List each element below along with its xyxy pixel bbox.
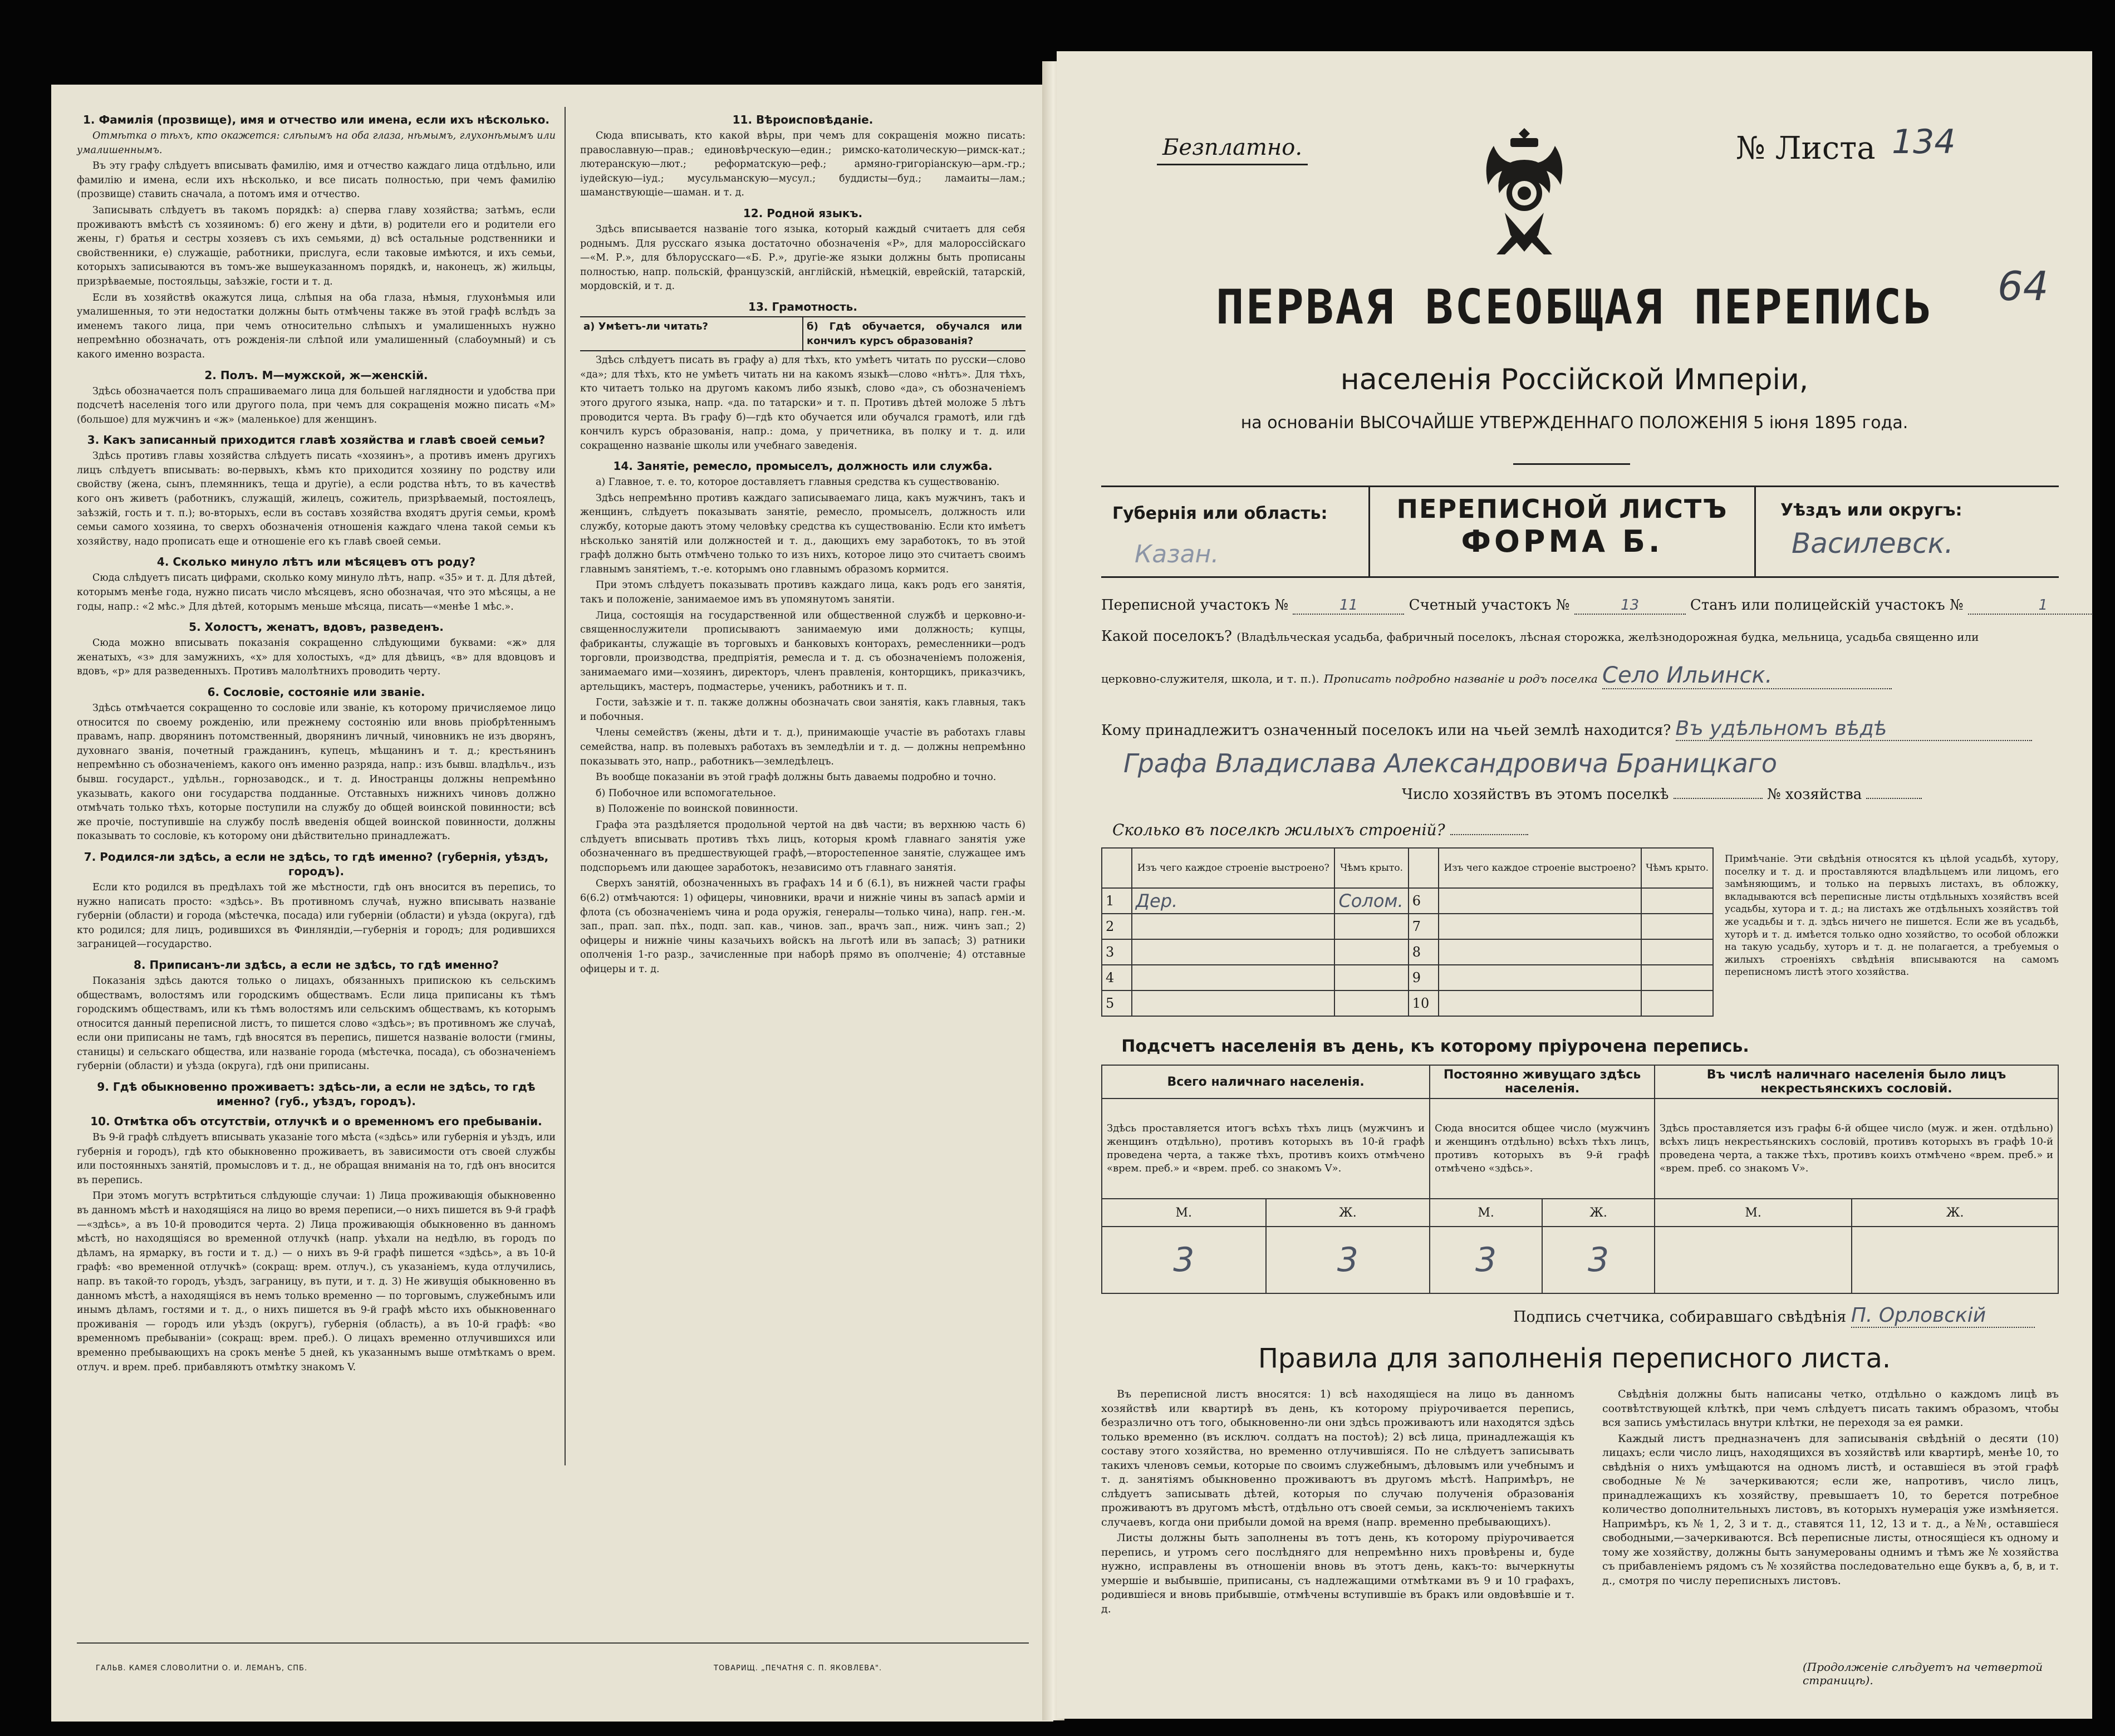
owner-label: Кому принадлежитъ означенный поселокъ или на чьей землѣ находится?: [1101, 722, 1671, 739]
rules-column-left: Въ переписной листъ вносятся: 1) всѣ находящіеся на лицо въ данномъ хозяйствѣ или квартирѣ въ день, къ которому пріурочивается перепись, безразлично отъ того, обыкновенно-ли они здѣсь проживаютъ или находятся здѣсь только временно (въ исключ. солдатъ на постоѣ); 2) всѣ лица, принадлежащія къ составу этого хозяйства, но временно отлучившіяся. По не слѣдуетъ записывать такихъ членовъ семьи, которые по своимъ служебнымъ, дѣловымъ или учебнымъ и т. д. занятіямъ обыкновенно проживаютъ въ другомъ мѣстѣ. Напримѣръ, не слѣдуетъ записывать дѣтей, которыя по случаю полученія образованія проживаютъ въ другомъ мѣстѣ, отдѣльно отъ своей семьи, за исключеніемъ такихъ случаевъ, когда они прибыли домой на время (напр. временно пребывающихъ). Листы должны быть заполнены въ тотъ день, къ которому пріурочивается перепись, и утромъ сего послѣдняго для непремѣнно нихъ провѣрены и, буде нужно, исправлены въ отношеніи вновь въ этотъ день, какъ-то: вычеркнуты умершіе и выбывшіе, приписаны, съ надлежащими отмѣтками въ 9 и 10 графахъ, родившіеся и вновь прибывшіе, отмѣчены вступившіе въ бракъ или овдовѣвшіе и т. д.: [1101, 1388, 1574, 1615]
section-paragraph: Графа эта раздѣляется продольной чертой на двѣ части; въ верхнюю часть 6) слѣдуетъ вписывать противъ тѣхъ лицъ, которыя кромѣ главнаго занятія уже обозначеннаго въ предшествующей графѣ,—второстепенное занятіе, служащее имъ подспорьемъ или дающее заработокъ, независимо отъ главнаго занятія.: [580, 819, 1025, 874]
section-paragraph: Сюда вписывать, кто какой вѣры, при чемъ для сокращенія можно писать: православную—прав.; единовѣрческую—един.; римско-католическую—римск-кат.; лютеранскую—лют.; реформатскую—реф.; армяно-григоріанскую—арм.-гр.; іудейскую—іуд.; мусульманскую—мусул.; буддисты—буд.; ламаиты—лам.; шаманствующіе—шаман. и т. д.: [580, 130, 1025, 199]
settlement-explanation-2: церковно-служителя, школа, и т. п.).: [1101, 672, 1319, 685]
buildings-table-header: [1102, 848, 1713, 888]
buildings-label: Сколько въ поселкѣ жилыхъ строеній?: [1112, 821, 1445, 839]
material-header-2: Изъ чего каждое строеніе выстроено?: [1439, 848, 1641, 888]
section-heading: 1. Фамилія (прозвище), имя и отчество или имена, если ихъ нѣсколько.: [82, 113, 550, 126]
table-row: 2 7: [1102, 914, 1713, 939]
count-table-descriptions: Здѣсь проставляется итогъ всѣхъ тѣхъ лицъ (мужчинъ и женщинъ отдѣльно), противъ которыхъ въ 10-й графѣ проведена черта, а также тѣхъ, противъ коихъ отмѣчено «врем. преб.» и «врем. преб. со знакомъ V». Сюда вносится общее число (мужчинъ и женщинъ отдѣльно) всѣхъ тѣхъ лицъ, противъ которыхъ въ 9-й графѣ отмѣчено «здѣсь». Здѣсь проставляется изъ графы 6-й общее число (муж. и жен. отдѣльно) всѣхъ лицъ некрестьянскихъ сословій, противъ которыхъ въ графѣ 10-й проведена черта, а также тѣхъ, противъ коихъ отмѣчено «врем. преб.» и «врем. преб. со знакомъ V».: [1102, 1099, 2058, 1199]
census-district-value: 11: [1293, 597, 1404, 615]
total-present-male: 3: [1102, 1227, 1266, 1293]
printer-imprint-left: ГАЛЬВ. КАМЕЯ СЛОВОЛИТНИ О. И. ЛЕМАНЪ, СПБ.: [96, 1664, 308, 1673]
settlement-value: Село Ильинск.: [1602, 663, 1892, 689]
rules-column-right: Свѣдѣнія должны быть написаны четко, отдѣльно о каждомъ лицѣ въ соотвѣтствующей клѣткѣ, при чемъ слѣдуетъ писать такимъ образомъ, чтобы вся запись умѣстилась внутри клѣтки, не переходя за ея рамки. Каждый листъ предназначенъ для записыванія свѣдѣній о десяти (10) лицахъ; если число лицъ, находящихся въ хозяйствѣ или квартирѣ, менѣе 10, то свѣдѣнія о нихъ умѣщаются на одномъ листѣ, и оставшіеся въ этой графѣ свободные №№ зачеркиваются; если же, напротивъ, число лицъ, принадлежащихъ къ хозяйству, превышаетъ 10, то берется потребное количество дополнительныхъ листовъ, въ которыхъ нумерація уже измѣняется. Напримѣръ, къ № 1, 2, 3 и т. д., ставятся 11, 12, 13 и т. д., а №№, оставшіеся свободными,—зачеркиваются. Всѣ переписные листы, относящіеся къ одному и тому же хозяйству, должны быть занумерованы однимъ и тѣмъ же № хозяйства съ прибавленіемъ рядомъ съ № хозяйства последовательно еще буквъ а, б, в, и т. д., смотря по числу переписныхъ листовъ.: [1602, 1388, 2059, 1587]
permanent-residents-header: Постоянно живущаго здѣсь населенія.: [1430, 1065, 1655, 1099]
section-heading-10: 10. Отмѣтка объ отсутствіи, отлучкѣ и о временномъ его пребываніи.: [90, 1115, 542, 1129]
non-peasant-header: Въ числѣ наличнаго населенія было лицъ некрестьянскихъ сословій.: [1655, 1065, 2058, 1099]
section-paragraph: Здѣсь отмѣчается сокращенно то сословіе или званіе, къ которому причисляемое лицо относится по своему рожденію, или прежнему состоянію или вновь пріобрѣтеннымъ правамъ, напр. дворянинъ потомственный, дворянинъ личный, чиновникъ не изъ дворянъ, духовнаго званія, почетный гражданинъ, купецъ, мѣщанинъ и т. д.; крестьянинъ непремѣнно съ обозначеніемъ, какого онъ именно разряда, напр.: изъ бывш. владѣльч., изъ бывш. государст., удѣльн., горнозаводск., и т. д. Иностранцы должны непремѣнно указывать, какого они государства подданные. Отставныхъ нижнихъ чиновъ должно отмѣчать только тѣхъ, которые поступили на службу до общей воинской повинности; всѣ же прочіе, поступившіе на службу послѣ введенія общей воинской повинности, должны показывать то сословіе, къ которому они дѣйствительно принадлежатъ.: [77, 703, 556, 842]
rules-title: Правила для заполненія переписного листа.: [1258, 1343, 1891, 1374]
table-row: 1 Дер. Солом. 6: [1102, 888, 1713, 914]
table-row: 5 10: [1102, 990, 1713, 1016]
instructions-page: [51, 85, 1053, 1722]
police-district-label: Станъ или полицейскій участокъ №: [1690, 597, 1964, 614]
margin-handwritten-number: 64: [1998, 263, 2049, 310]
counter-signature: П. Орловскій: [1851, 1304, 2035, 1328]
counter-signature-label: Подпись счетчика, собиравшаго свѣдѣнія: [1513, 1308, 1847, 1326]
households-value: [1674, 798, 1763, 799]
section-heading: 5. Холостъ, женатъ, вдовъ, разведенъ.: [189, 620, 444, 634]
instruction-section: [77, 433, 556, 549]
sheet-title-box: [1368, 487, 1756, 576]
instruction-section: [580, 300, 1025, 453]
column-divider: [565, 107, 566, 1465]
sheet-number-label: № Листа: [1736, 130, 1876, 166]
total-present-female: 3: [1266, 1227, 1430, 1293]
section-paragraph: Гости, заѣзжіе и т. п. также должны обозначать свои занятія, какъ главныя, такъ и побочныя.: [580, 697, 1025, 723]
uezd-handwritten: Василевск.: [1792, 527, 1954, 560]
bottom-rule: [77, 1642, 1029, 1644]
section-paragraph: Въ эту графу слѣдуетъ вписывать фамилію, имя и отчество каждаго лица отдѣльно, или фамилію и имена, если ихъ нѣсколько, и все писать полностью, при чемъ фамилію (прозвище) ставить сначала, а потомъ имя и отчество.: [77, 160, 556, 200]
table-row: 3 8: [1102, 939, 1713, 965]
instruction-section: [580, 459, 1025, 977]
total-present-header: Всего наличнаго населенія.: [1102, 1065, 1430, 1099]
section-paragraph: При этомъ слѣдуетъ показывать противъ каждаго лица, какъ родъ его занятія, такъ и положеніе, занимаемое имъ въ упомянутомъ занятіи.: [580, 580, 1025, 606]
households-label: Число хозяйствъ въ этомъ поселкѣ: [1402, 786, 1669, 803]
count-table-sex-row: М. Ж. М. Ж. М. Ж.: [1102, 1199, 2058, 1227]
section-paragraph: Сюда можно вписывать показанія сокращенно слѣдующими буквами: «ж» для женатыхъ, «з» для замужнихъ, «х» для холостыхъ, «д» для дѣвицъ, «в» для вдовцовъ и вдовъ, «р» для разведенныхъ. Противъ малолѣтнихъ проводить черту.: [77, 637, 556, 678]
population-count-table: [1101, 1065, 2059, 1294]
count-district-value: 13: [1574, 597, 1686, 615]
table-row: 4 9: [1102, 965, 1713, 990]
section-paragraph: в) Положеніе по воинской повинности.: [596, 803, 798, 815]
section-paragraph: Въ вообще показаніи въ этой графѣ должны быть даваемы подробно и точно.: [596, 772, 997, 783]
settlement-prompt: Прописать подробно названіе и родъ поселка: [1323, 672, 1598, 685]
buildings-line: [1112, 821, 1528, 839]
instruction-section: [77, 1080, 556, 1375]
owner-value: Въ удѣльномъ вѣдѣ: [1676, 717, 2032, 741]
section-paragraph: Члены семействъ (жены, дѣти и т. д.), принимающіе участіе въ работахъ главы семейства, напр. въ полевыхъ работахъ въ земледѣліи и т. д. — должны непремѣнно показывать это, напр., работникъ—земледѣлецъ.: [580, 727, 1025, 767]
section-heading: 6. Сословіе, состояніе или званіе.: [207, 685, 425, 699]
section-heading: 12. Родной языкъ.: [743, 206, 863, 220]
imperial-eagle-crest-icon: [1471, 124, 1577, 263]
section-paragraph: Записывать слѣдуетъ въ такомъ порядкѣ: а) сперва главу хозяйства; затѣмъ, если проживаютъ вмѣстѣ съ хозяиномъ: б) его жену и дѣти, в) родители его и родители его жены, г) братья и сестры хозяевъ съ ихъ семьями, д) всѣ остальные родственники и свойственники, е) служащіе, работники, прислуга, если таковые имѣются, и ихъ семьи, которыхъ записываются въ томъ-же вышеуказанномъ порядкѣ, и, наконецъ, ж) жильцы, призрѣваемые, постояльцы, заѣзжіе, гости и т. д.: [77, 204, 556, 287]
section-paragraph: Если въ хозяйствѣ окажутся лица, слѣпыя на оба глаза, нѣмыя, глухонѣмыя или умалишенныя, то эти недостатки должны быть отмѣчены также въ этой графѣ вслѣдъ за именемъ такого лица, при чемъ относительно слѣпыхъ и умалишенныхъ нужно непремѣнно обозначать, отъ рожденія-ли слѣпой или умалишенный (слабоумный) и съ какого именно возраста.: [77, 292, 556, 360]
form-subtitle: населенія Россійской Имперіи,: [1340, 363, 1809, 396]
section-paragraph: Показанія здѣсь даются только о лицахъ, обязанныхъ припискою къ сельскимъ обществамъ, волостямъ или городскимъ обществамъ. Если лица приписаны къ тѣмъ городскимъ обществамъ, или къ тѣмъ волостямъ или сельскимъ обществамъ, къ которымъ относится данный переписной листъ, то пишется слово «здѣсь»; въ противномъ же случаѣ, если они приписаны не тамъ, гдѣ вносятся въ перепись, пишется названіе волости (гмины, станицы) и сельскаго общества, или названіе города (мѣстечка, посада), съ обозначеніемъ губерніи (области) и уѣзда (округа), гдѣ они приписаны.: [77, 975, 556, 1072]
settlement-line-2: [1101, 663, 1892, 689]
buildings-table: [1101, 847, 1714, 1017]
counter-signature-line: [1513, 1304, 2035, 1328]
printer-imprint-right: ТОВАРИЩ. „ПЕЧАТНЯ С. П. ЯКОВЛЕВА".: [714, 1664, 882, 1673]
section-heading: 9. Гдѣ обыкновенно проживаетъ: здѣсь-ли, а если не здѣсь, то гдѣ именно? (губ., уѣздъ, городъ).: [97, 1080, 536, 1109]
instruction-section: [77, 850, 556, 952]
non-peasant-male: [1655, 1227, 1852, 1293]
settlement-label: Какой поселокъ?: [1101, 628, 1232, 645]
section-paragraph: Здѣсь противъ главы хозяйства слѣдуетъ писать «хозяинъ», а противъ именъ другихъ лицъ слѣдуетъ вписывать: во-первыхъ, кѣмъ кто приходится хозяину по родству или свойству (жена, сынъ, племянникъ, теща и другіе), а если родства нѣтъ, то въ качествѣ кого онъ живетъ (работникъ, служащій, жилецъ, сожитель, призрѣваемый, постоялецъ, заѣзжій, гость и т. п.); во-вторыхъ, если въ составъ хозяйства входятъ другія семьи, кромѣ семьи самого хозяина, то сверхъ обозначенія отношенія каждаго члена такой семьи къ хозяйству, надо прописать еще и отношеніе его къ главѣ своей семьи.: [77, 450, 556, 547]
count-table-header: [1102, 1065, 2058, 1099]
roof-header-2: Чѣмъ крыто.: [1641, 848, 1713, 888]
section-paragraph: б) Побочное или вспомогательное.: [596, 787, 776, 799]
building-1-roof: Солом.: [1334, 888, 1408, 914]
uezd-label: Уѣздъ или округъ:: [1780, 501, 1962, 520]
section-paragraph: Сверхъ занятій, обозначенныхъ въ графахъ 14 и б (6.1), въ нижней части графы 6(6.2) отмѣчаются: 1) офицеры, чиновники, врачи и нижніе чины въ запасѣ арміи и флота (съ обозначеніемъ чина и рода оружія, генералы—только чина), напр. ген.-м. зап., прап. зап. пѣх., подп. зап. кав., чинов. зап., врачъ зап., ниж. чинъ зап.; 2) офицеры и нижніе чины казачьихъ войскъ на льготѣ или въ запасѣ; 3) ратники ополченія 1-го разр., зачисленные при наборѣ прямо въ ополченіе; 4) отставные офицеры и т. д.: [580, 878, 1025, 975]
instruction-section: [77, 620, 556, 679]
non-peasant-female: [1852, 1227, 2058, 1293]
count-district-label: Счетный участокъ №: [1409, 597, 1570, 614]
section-paragraph: Сюда слѣдуетъ писать цифрами, сколько кому минуло лѣтъ, напр. «35» и т. д. Для дѣтей, которымъ менѣе года, нужно писать число мѣсяцевъ, ясно обозначая, что это мѣсяцы, а не годы, напр.: «2 мѣс.» Для дѣтей, которымъ меньше мѣсяца, писать—«менѣе 1 мѣс.».: [77, 572, 556, 612]
section-heading: 2. Полъ. М—мужской, ж—женскій.: [204, 368, 428, 382]
sheet-number-handwritten: 134: [1892, 122, 1956, 161]
section-paragraph: При этомъ могутъ встрѣтиться слѣдующіе случаи: 1) Лица проживающія обыкновенно въ данномъ мѣстѣ и находящіяся на лицо во время переписи,—о нихъ пишется въ 9-й графѣ—«здѣсь», а въ 10-й проводится черта. 2) Лица проживающія обыкновенно въ данномъ мѣстѣ, но находящіяся во временной отлучкѣ (напр. уѣхали на недѣлю, въ городъ по дѣламъ, на ярмарку, въ гости и т. д.) — о нихъ въ 9-й графѣ пишется «здѣсь», а въ 10-й графѣ: «во временной отлучкѣ» (сокращ: врем. отлуч.), съ указаніемъ, куда отлучились, напр. въ такой-то городъ, уѣздъ, заграницу, въ пути, и т. д. 3) Не живущія обыкновенно въ данномъ мѣстѣ, а находящіяся въ немъ только временно — по торговымъ, служебнымъ или инымъ дѣламъ, гостями и т. д., о нихъ пишется въ 9-й графѣ мѣсто ихъ обыкновеннаго проживанія — городъ или уѣздъ (округъ), губернія (область), а въ 10-й графѣ: «во временномъ пребываніи» (сокращ: врем. преб.). О лицахъ временно отлучившихся или временно пребывающихъ на срокъ менѣе 5 дней, къ указаннымъ выше отмѣткамъ о врем. отлуч. и врем. преб. прибавляютъ отмѣтку знакомъ V.: [77, 1190, 556, 1373]
police-district-value: 1: [1968, 597, 2092, 615]
population-count-title: Подсчетъ населенія въ день, къ которому пріурочена перепись.: [1121, 1037, 1749, 1056]
section-heading: 13. Грамотность.: [748, 300, 857, 313]
permanent-female: 3: [1542, 1227, 1655, 1293]
buildings-note: Примѣчаніе. Эти свѣдѣнія относятся къ цѣлой усадьбѣ, хутору, поселку и т. д. и проставляются владѣльцемъ или лицомъ, его замѣняющимъ, и только на первыхъ листахъ, въ обложку, вкладываются всѣ переписные листы отдѣльныхъ хозяйствъ всей усадьбы, хутора и т. д.; на листахъ же отдѣльныхъ хозяйствъ той же усадьбы и т. д. здѣсь ничего не пишется. Если же въ усадьбѣ, хуторѣ и т. д. имѣется только одно хозяйство, то особой обложки на такую усадьбу, хуторъ и т. д. не полагается, а требуемыя о жилыхъ строеніяхъ свѣдѣнія вписываются на самомъ переписномъ листѣ этого хозяйства.: [1725, 854, 2059, 978]
settlement-explanation: (Владѣльческая усадьба, фабричный поселокъ, лѣсная сторожка, желѣзнодорожная будка, мельница, усадьба священно или: [1236, 630, 1979, 644]
free-label: Безплатно.: [1157, 135, 1308, 165]
section-heading: 4. Сколько минуло лѣтъ или мѣсяцевъ отъ роду?: [156, 555, 476, 569]
form-header-box: [1101, 486, 2059, 578]
form-legal-basis: на основаніи ВЫСОЧАЙШЕ УТВЕРЖДЕННАГО ПОЛОЖЕНІЯ 5 іюня 1895 года.: [1240, 413, 1908, 433]
form-title: ПЕРВАЯ ВСЕОБЩАЯ ПЕРЕПИСЬ: [1215, 279, 1934, 335]
households-line: [1402, 786, 1922, 803]
instructions-column-right: [580, 107, 1025, 981]
building-1-material: Дер.: [1132, 888, 1334, 914]
literacy-subheadings: [580, 316, 1025, 351]
district-line: [1101, 597, 2092, 615]
section-heading: 11. Вѣроисповѣданіе.: [732, 113, 874, 126]
section-heading: 3. Какъ записанный приходится главѣ хозяйства и главѣ своей семьи?: [87, 433, 546, 447]
section-heading: 14. Занятіе, ремесло, промыселъ, должность или служба.: [613, 459, 993, 473]
section-paragraph: а) Главное, т. е. то, которое доставляетъ главныя средства къ существованію.: [596, 477, 1000, 488]
household-no-label: № хозяйства: [1767, 786, 1862, 803]
form-b-title: ФОРМА Б.: [1461, 524, 1663, 559]
household-no-value: [1866, 798, 1922, 799]
section-paragraph: Здѣсь слѣдуетъ писать въ графу а) для тѣхъ, кто умѣетъ читать по русски—слово «да»; для тѣхъ, кто не умѣетъ читать ни на какомъ языкѣ—слово «нѣтъ». Для тѣхъ, кто читаетъ только на другомъ какомъ либо языкѣ, слово «да», съ обозначеніемъ этого другого языка, напр. «да. по татарски» и т. п. Противъ дѣтей моложе 5 лѣтъ проводится черта. Въ графу б)—гдѣ кто обучается или обучался грамотѣ, или гдѣ кончилъ курсъ образованія, напр.: дома, у причетника, въ полку и т. д. или сокращенно названіе школы или учебнаго заведенія.: [580, 355, 1025, 452]
owner-value-continued: Графа Владислава Александровича Браницкаго: [1123, 748, 1777, 778]
rules-continuation-note: (Продолженіе слѣдуетъ на четвертой страницѣ).: [1803, 1660, 2043, 1687]
gubernia-label: Губернія или область:: [1112, 504, 1328, 523]
instructions-column-left: [77, 107, 556, 1379]
instruction-section: [77, 555, 556, 614]
title-divider: [1513, 463, 1630, 465]
owner-line: [1101, 717, 2032, 741]
roof-header: Чѣмъ крыто.: [1334, 848, 1408, 888]
section-paragraph: Здѣсь вписывается названіе того языка, который каждый считаетъ для себя роднымъ. Для русскаго языка достаточно обозначенія «Р», для малороссійскаго—«М. Р.», для бѣлорусскаго—«Б. Р.», другіе-же языки должны быть прописаны полностью, напр. польскій, французскій, англійскій, нѣмецкій, еврейскій, татарскій, мордовскій, и т. д.: [580, 223, 1025, 292]
material-header: Изъ чего каждое строеніе выстроено?: [1132, 848, 1334, 888]
section-subheading: Отмѣтка о тѣхъ, кто окажется: слѣпымъ на оба глаза, нѣмымъ, глухонѣмымъ или умалишеннымъ.: [77, 130, 556, 156]
section-paragraph: Въ 9-й графѣ слѣдуетъ вписывать указаніе того мѣста («здѣсь» или губернія и уѣздъ, или губернія и городъ), гдѣ кто обыкновенно проживаетъ, въ зависимости отъ своей службы или постоянныхъ занятій, промысловъ и т. д., не обращая вниманія на то, гдѣ онъ вносится въ перепись.: [77, 1132, 556, 1186]
instruction-section: [77, 112, 556, 362]
literacy-education-heading: б) Гдѣ обучается, обучался или кончилъ курсъ образованія?: [807, 320, 1022, 347]
census-sheet-title: ПЕРЕПИСНОЙ ЛИСТЪ: [1396, 494, 1728, 524]
instruction-section: [580, 112, 1025, 200]
buildings-value: [1450, 834, 1528, 835]
section-paragraph: Если кто родился въ предѣлахъ той же мѣстности, гдѣ онъ вносится въ перепись, то нужно написать просто: «здѣсь». Въ противномъ случаѣ, нужно вписывать названіе губерніи (области) и города (мѣстечка, посада) или губерніи (области) и уѣзда (округа), гдѣ кто родился; для лицъ, родившихся въ Финляндіи,—губернія и городъ; для родившихся заграницей—государство.: [77, 881, 556, 950]
census-form-page: [1057, 51, 2092, 1719]
permanent-male: 3: [1430, 1227, 1542, 1293]
instruction-section: [77, 368, 556, 428]
section-heading: 7. Родился-ли здѣсь, а если не здѣсь, то гдѣ именно? (губернія, уѣздъ, городъ).: [84, 850, 549, 878]
count-table-values-row: [1102, 1227, 2058, 1293]
gubernia-handwritten: Казан.: [1135, 540, 1219, 568]
section-heading: 8. Приписанъ-ли здѣсь, а если не здѣсь, то гдѣ именно?: [134, 958, 499, 972]
section-paragraph: Здѣсь непремѣнно противъ каждаго записываемаго лица, какъ мужчинъ, такъ и женщинъ, слѣдуетъ показывать занятіе, ремесло, промыселъ, должность или службу, которые даютъ этому человѣку средства къ существованію. Если кто имѣетъ нѣсколько занятій или должностей и т. д., дающихъ ему заработокъ, то въ этой графѣ должно быть отмѣчено только то изъ нихъ, которое лицо это считаетъ своимъ главнымъ занятіемъ, т.-е. которымъ оно главнымъ образомъ кормится.: [580, 492, 1025, 575]
literacy-read-heading: а) Умѣетъ-ли читать?: [580, 317, 803, 350]
section-paragraph: Здѣсь обозначается полъ спрашиваемаго лица для большей наглядности и удобства при подсчетѣ населенія того или другого пола, при чемъ для сокращенія можно писать «М» (большое) для мужчинъ и «ж» (маленькое) для женщинъ.: [77, 385, 556, 425]
settlement-line: [1101, 628, 1979, 645]
instruction-section: [77, 958, 556, 1074]
instruction-section: [580, 206, 1025, 294]
instruction-section: [77, 685, 556, 844]
census-district-label: Переписной участокъ №: [1101, 597, 1289, 614]
section-paragraph: Лица, состоящія на государственной или общественной службѣ и церковно-и-священнослужители прописываютъ занимаемую ими должность; купцы, фабриканты, служащіе въ торговыхъ и банковыхъ конторахъ, ремесленники—родъ торговли, производства, предпріятія, ремесла и т. д. съ обозначеніемъ положенія, занимаемаго ими—хозяинъ, директоръ, членъ правленія, конторщикъ, приказчикъ, артельщикъ, мастеръ, подмастерье, ученикъ, работникъ и т. п.: [580, 610, 1025, 693]
